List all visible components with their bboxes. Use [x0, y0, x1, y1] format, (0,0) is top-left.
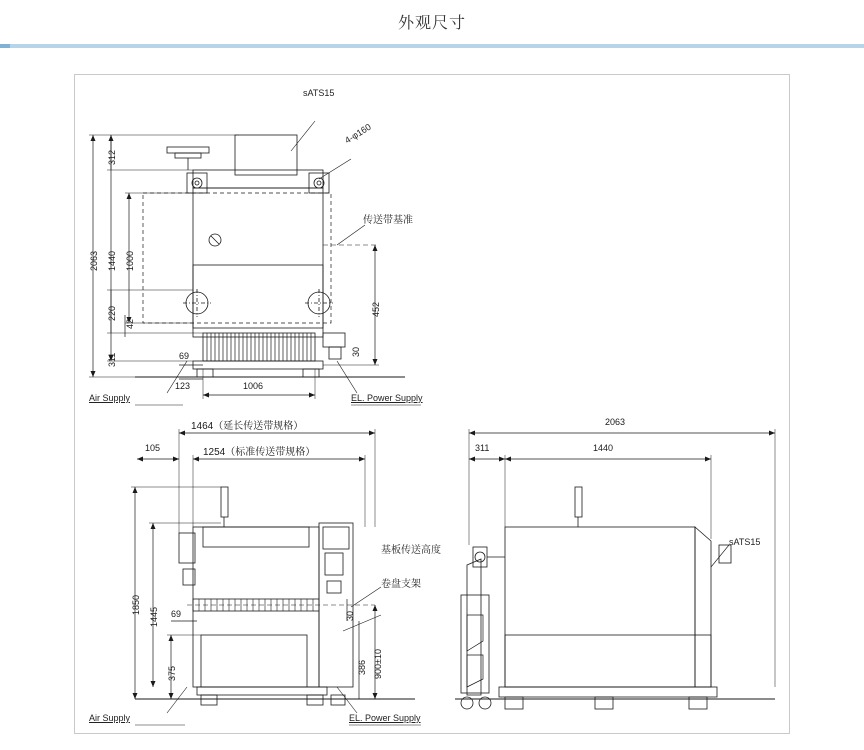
front-dim-1006: 1006 — [243, 381, 264, 391]
front-dim-1000: 1000 — [125, 250, 135, 271]
side-dim-69: 69 — [171, 609, 182, 619]
front-dim-312: 312 — [107, 149, 117, 165]
side-callout-air-supply: Air Supply — [89, 713, 131, 723]
front-callout-el-power: EL. Power Supply — [351, 393, 423, 403]
technical-drawing-canvas — [75, 75, 789, 733]
front-callout-air-supply: Air Supply — [89, 393, 131, 403]
front-dim-2063: 2063 — [89, 250, 99, 271]
title-divider — [0, 44, 864, 48]
side-dim-30: 30 — [345, 610, 355, 621]
divider-accent-cap — [0, 44, 10, 48]
side-dim-375: 375 — [167, 665, 177, 681]
front-callout-conveyor-ref: 传送带基准 — [363, 215, 413, 226]
side-dim-1445: 1445 — [149, 606, 159, 627]
front-dim-220: 220 — [107, 305, 117, 321]
side-dim-1254: 1254（标准传送带规格） — [203, 447, 316, 458]
front-dim-1440: 1440 — [107, 250, 117, 271]
side-callout-reel-stand: 卷盘支架 — [381, 579, 421, 590]
page-title: 外观尺寸 — [397, 15, 466, 32]
front-model-label: sATS15 — [303, 88, 335, 98]
rear-model-label: sATS15 — [729, 537, 761, 547]
front-callout-holes: 4-φ160 — [343, 121, 373, 146]
side-dim-105: 105 — [145, 443, 161, 453]
rear-dim-1440: 1440 — [593, 443, 614, 453]
front-dim-123: 123 — [175, 381, 191, 391]
side-dim-1464: 1464（延长传送带规格） — [191, 421, 304, 432]
side-callout-board-height: 基板传送高度 — [381, 545, 441, 556]
side-dim-900: 900±10 — [373, 649, 383, 679]
rear-dim-311: 311 — [475, 443, 490, 453]
side-callout-el-power: EL. Power Supply — [349, 713, 421, 723]
side-dim-1850: 1850 — [131, 594, 141, 615]
front-dim-311: 311 — [107, 352, 117, 367]
front-dim-42: 42 — [125, 318, 135, 329]
front-dim-452: 452 — [371, 301, 381, 317]
front-dim-69: 69 — [179, 351, 190, 361]
side-dim-386: 386 — [357, 659, 367, 675]
rear-dim-2063: 2063 — [605, 417, 626, 427]
dimension-drawing-figure — [74, 74, 790, 734]
front-dim-30: 30 — [351, 346, 361, 357]
